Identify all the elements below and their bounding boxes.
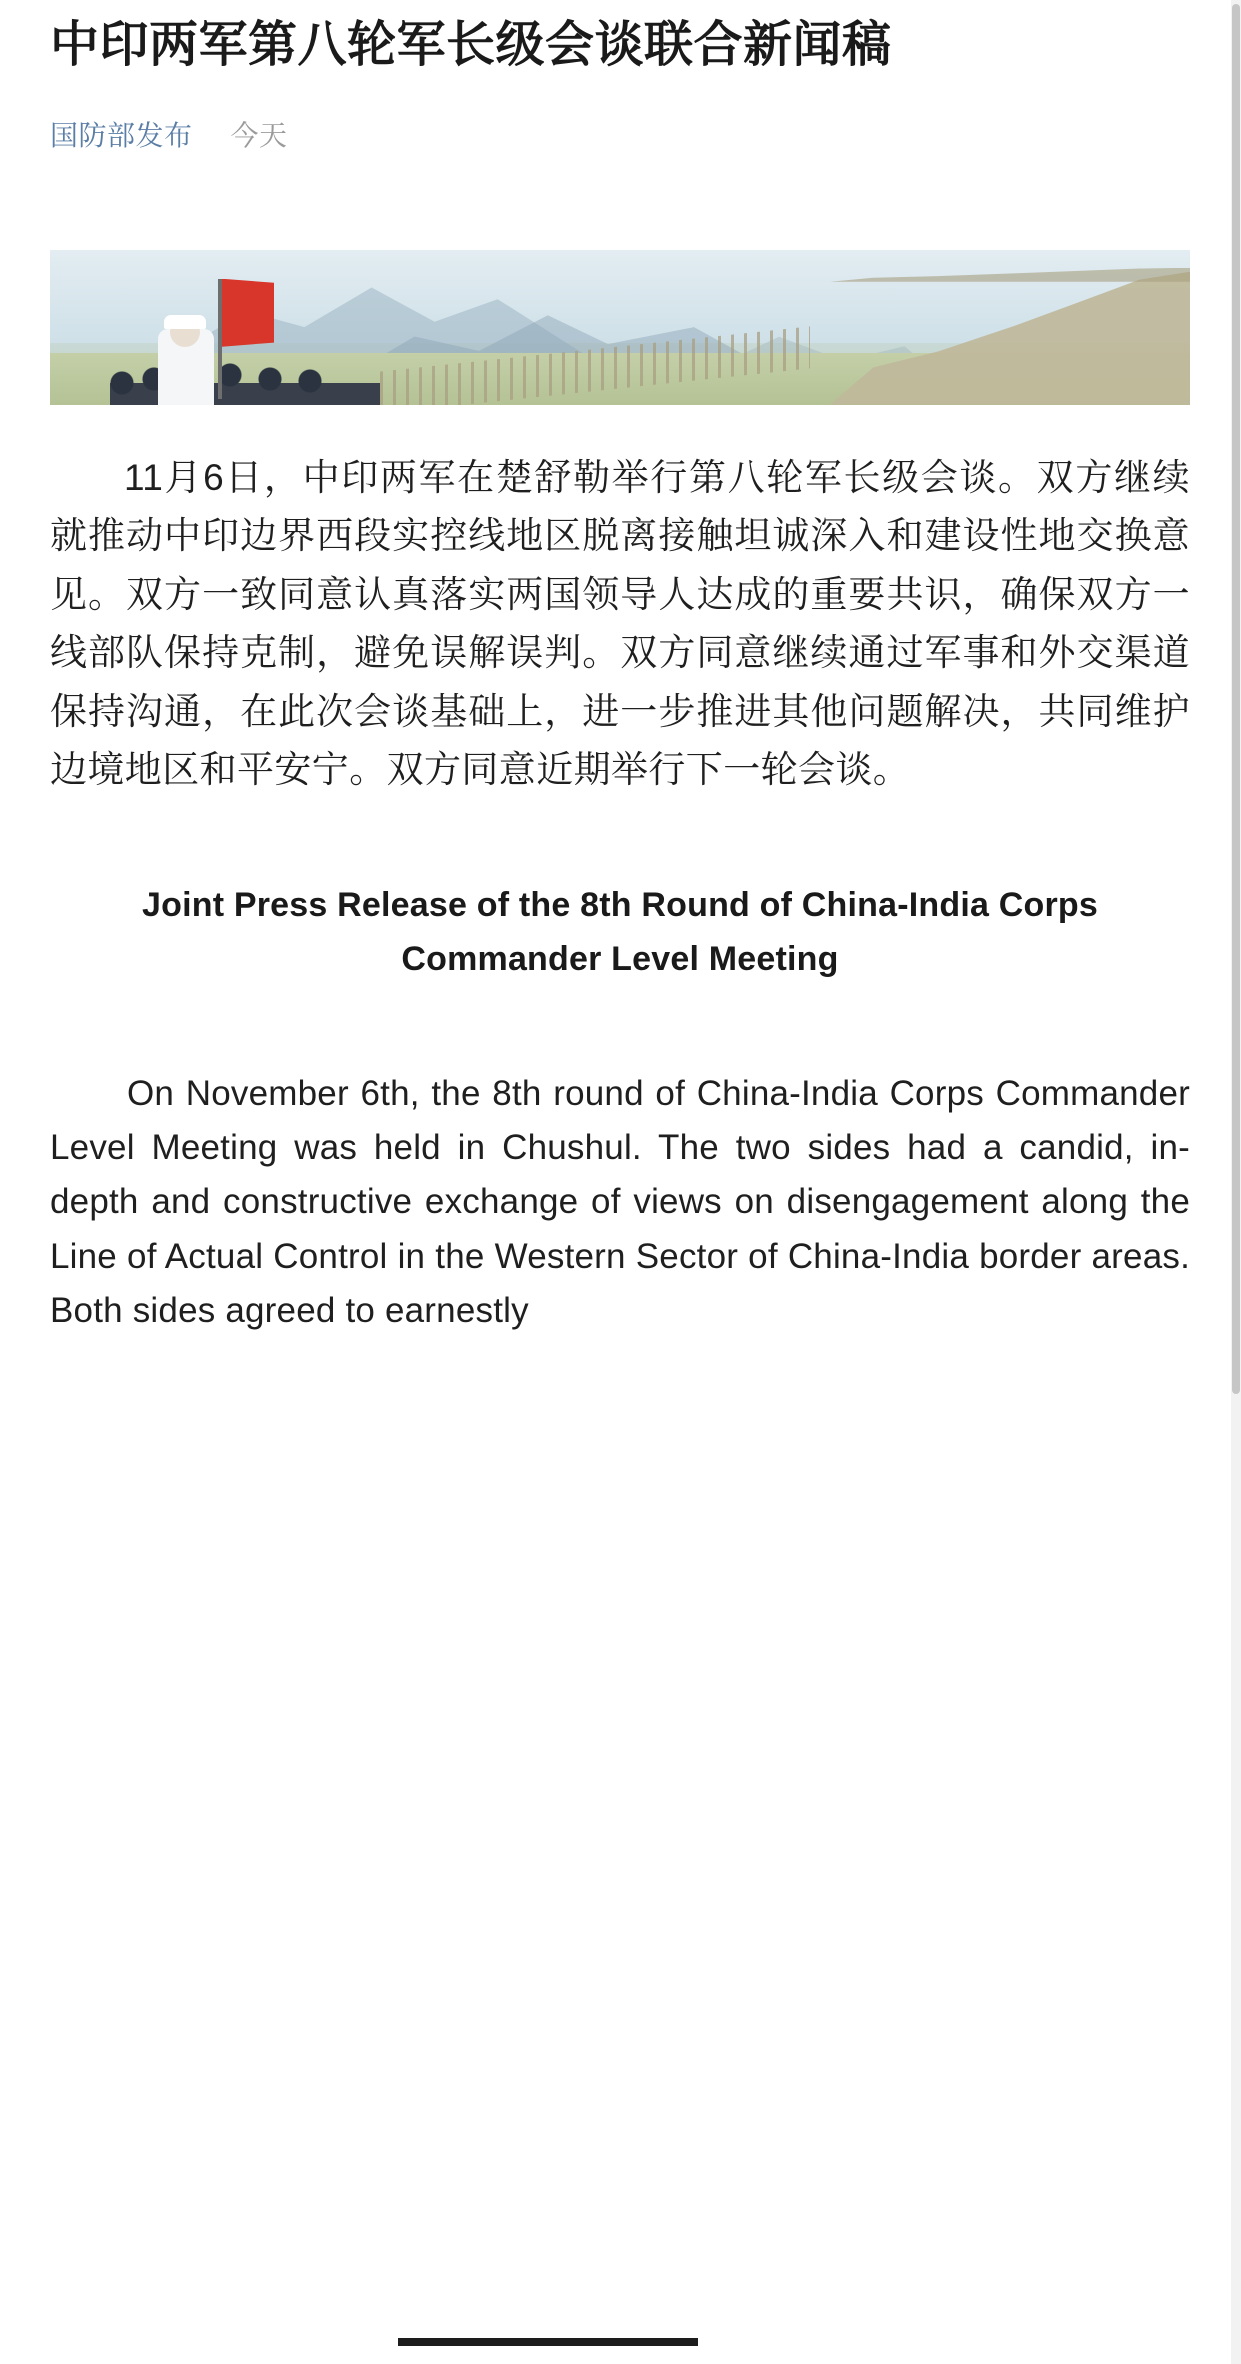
english-heading: Joint Press Release of the 8th Round of China-India Corps Commander Level Meeting [142,886,1098,979]
article-timestamp: 今天 [230,119,288,151]
article-meta [50,114,1191,154]
chinese-body-paragraph: 11月6日，中印两军在楚舒勒举行第八轮军长级会谈。双方继续就推动中印边界西段实控线地区脱离接触坦诚深入和建设性地交换意见。双方一致同意认真落实两国领导人达成的重要共识，确保双方一线部队保持克制，避免误解误判。双方同意继续通过军事和外交渠道保持沟通，在此次会谈基础上，进一步推进其他问题解决，共同维护边境地区和平安宁。双方同意近期举行下一轮会谈。 [50,456,1190,790]
selection-artifact [398,2338,698,2346]
english-body-paragraph: On November 6th, the 8th round of China-India Corps Commander Level Meeting was held in Chushul. The two sides had a candid, in-depth and constructive exchange of views on disengagement along the Line of Actual Control in the Western Sector of China-India border areas. Both sides agreed to earnestly [50,1073,1190,1330]
scrollbar-track[interactable] [1231,0,1241,2364]
scrollbar-thumb[interactable] [1232,4,1240,1394]
article-source-link[interactable]: 国防部发布 [50,119,193,151]
national-flag [222,279,274,347]
hero-image[interactable] [50,250,1190,405]
page-title: 中印两军第八轮军长级会谈联合新闻稿 [50,18,892,72]
flag-bearer-cap [164,315,206,329]
flag-pole [218,279,222,399]
